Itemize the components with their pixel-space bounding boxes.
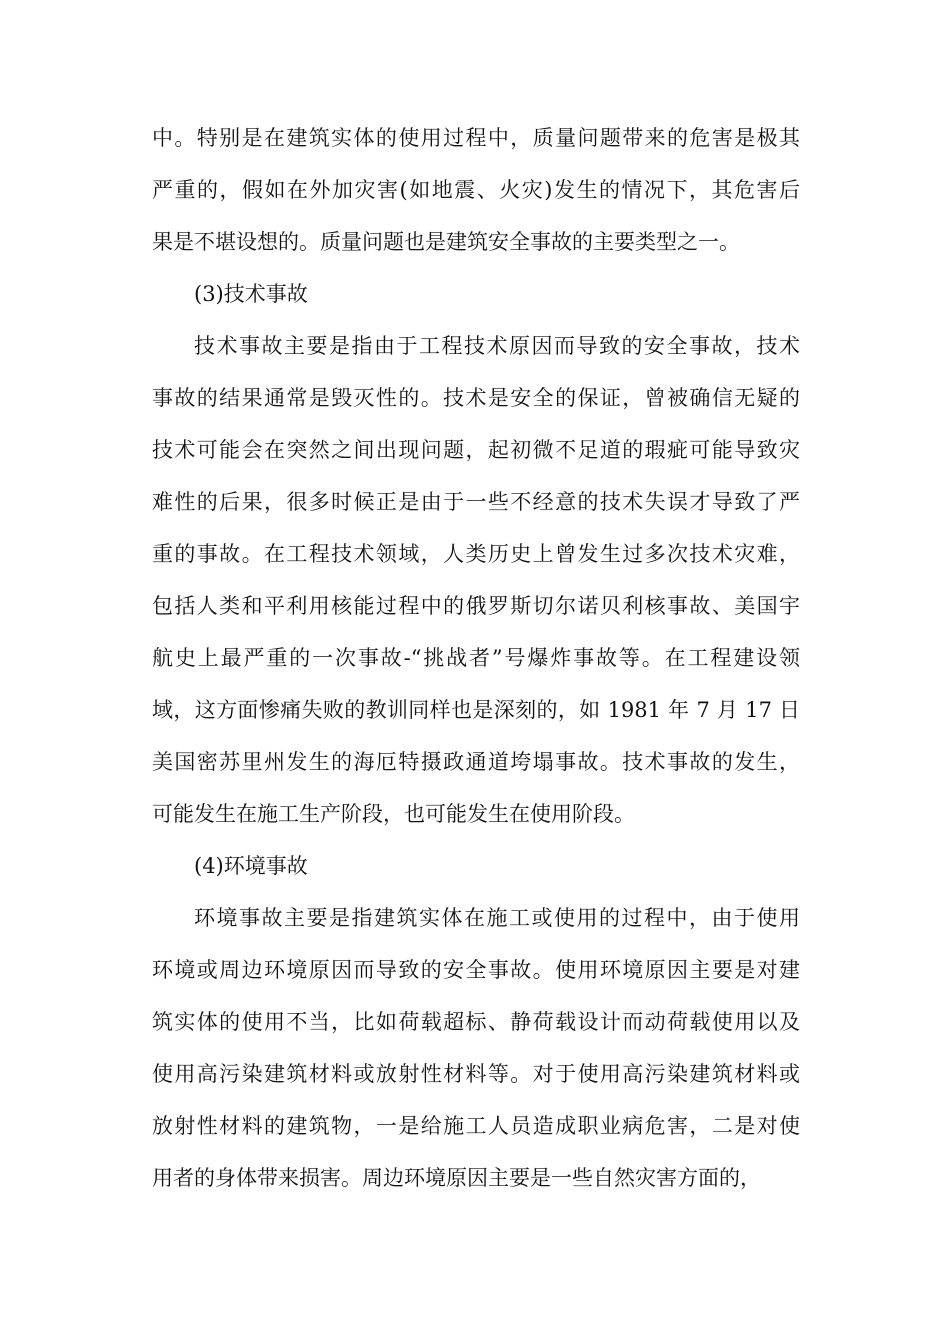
text-line: 航史上最严重的一次事故-“挑战者”号爆炸事故等。在工程建设领 — [152, 646, 800, 670]
text-line: 环境事故主要是指建筑实体在施工或使用的过程中，由于使用 — [194, 906, 800, 930]
text-line: 严重的，假如在外加灾害(如地震、火灾)发生的情况下，其危害后 — [152, 178, 800, 202]
text-line: 果是不堪设想的。质量问题也是建筑安全事故的主要类型之一。 — [152, 230, 740, 254]
text-line: 技术可能会在突然之间出现问题，起初微不足道的瑕疵可能导致灾 — [152, 438, 800, 462]
text-line: 使用高污染建筑材料或放射性材料等。对于使用高污染建筑材料或 — [152, 1062, 800, 1086]
text-line: (3)技术事故 — [194, 282, 308, 306]
text-line: 包括人类和平利用核能过程中的俄罗斯切尔诺贝利核事故、美国宇 — [152, 594, 800, 618]
text-line: 环境或周边环境原因而导致的安全事故。使用环境原因主要是对建 — [152, 958, 800, 982]
text-line: 筑实体的使用不当，比如荷载超标、静荷载设计而动荷载使用以及 — [152, 1010, 800, 1034]
text-line: 难性的后果，很多时候正是由于一些不经意的技术失误才导致了严 — [152, 490, 800, 514]
text-line: 可能发生在施工生产阶段，也可能发生在使用阶段。 — [152, 802, 635, 826]
text-line: 事故的结果通常是毁灭性的。技术是安全的保证，曾被确信无疑的 — [152, 386, 800, 410]
text-line: 美国密苏里州发生的海厄特摄政通道垮塌事故。技术事故的发生， — [152, 750, 800, 774]
text-line: 用者的身体带来损害。周边环境原因主要是一些自然灾害方面的， — [152, 1166, 761, 1190]
text-line: 放射性材料的建筑物，一是给施工人员造成职业病危害，二是对使 — [152, 1114, 800, 1138]
text-line: 重的事故。在工程技术领域，人类历史上曾发生过多次技术灾难， — [152, 542, 800, 566]
text-line: 域，这方面惨痛失败的教训同样也是深刻的，如 1981 年 7 月 17 日 — [152, 698, 800, 722]
text-line: (4)环境事故 — [194, 854, 308, 878]
text-line: 技术事故主要是指由于工程技术原因而导致的安全事故，技术 — [194, 334, 800, 358]
body-text — [152, 112, 800, 1204]
text-line: 中。特别是在建筑实体的使用过程中，质量问题带来的危害是极其 — [152, 126, 800, 150]
